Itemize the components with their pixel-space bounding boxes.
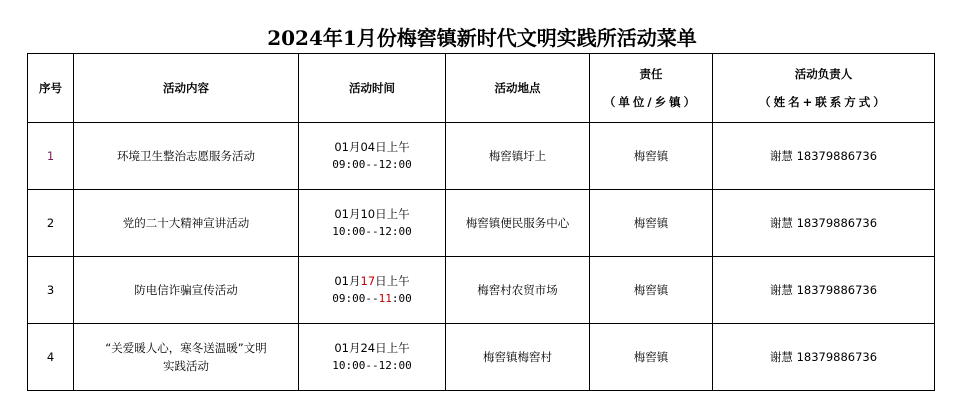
row-person: 谢慧 18379886736: [713, 257, 935, 324]
row-seq: 3: [28, 257, 74, 324]
row-seq: 2: [28, 190, 74, 257]
row-unit: 梅窖镇: [590, 190, 713, 257]
row-person: 谢慧 18379886736: [713, 324, 935, 391]
row-date: 01月04日上午: [334, 140, 410, 154]
header-time: 活动时间: [299, 54, 446, 123]
table-row: [28, 190, 935, 257]
row-hours-start: 09:00--: [332, 292, 379, 305]
row-seq: 4: [28, 324, 74, 391]
row-date-day: 17: [360, 274, 376, 288]
page-title: 2024年1月份梅窖镇新时代文明实践所活动菜单: [267, 26, 697, 50]
row-person: 谢慧 18379886736: [713, 123, 935, 190]
row-date-month: 01月: [334, 274, 361, 288]
row-content: 环境卫生整治志愿服务活动: [74, 123, 299, 190]
row-place: 梅窖村农贸市场: [446, 257, 590, 324]
header-responsibility-sub: （单位/乡镇）: [603, 95, 699, 109]
activity-table: [27, 53, 935, 391]
row-hours: [303, 290, 441, 308]
row-unit: 梅窖镇: [590, 324, 713, 391]
table-row: [28, 257, 935, 324]
row-time: [299, 257, 446, 324]
table-header-row: [28, 54, 935, 123]
row-content: 防电信诈骗宣传活动: [74, 257, 299, 324]
header-responsibility: [590, 54, 713, 123]
row-unit: 梅窖镇: [590, 123, 713, 190]
row-date: 01月10日上午: [334, 207, 410, 221]
row-time: [299, 190, 446, 257]
row-place: 梅窖镇便民服务中心: [446, 190, 590, 257]
header-person: [713, 54, 935, 123]
header-person-label: 活动负责人: [794, 67, 853, 81]
row-hours: 10:00--12:00: [332, 359, 412, 372]
row-hours-end-hour: 11: [378, 292, 392, 305]
row-time: [299, 123, 446, 190]
row-unit: 梅窖镇: [590, 257, 713, 324]
row-place: 梅窖镇梅窖村: [446, 324, 590, 391]
row-hours-end-min: :00: [391, 292, 412, 305]
row-date-period: 日上午: [375, 274, 410, 288]
row-content: 党的二十大精神宣讲活动: [74, 190, 299, 257]
header-responsibility-label: 责任: [639, 67, 663, 81]
header-content: 活动内容: [74, 54, 299, 123]
row-date: 01月24日上午: [334, 341, 410, 355]
row-time: [299, 324, 446, 391]
row-date: [303, 272, 441, 290]
header-seq: 序号: [28, 54, 74, 123]
row-seq: 1: [28, 123, 74, 190]
table-row: [28, 324, 935, 391]
row-hours: 10:00--12:00: [332, 225, 412, 238]
header-person-sub: （姓名+联系方式）: [759, 95, 888, 109]
row-content: “关爱暖人心，寒冬送温暖”文明实践活动: [74, 324, 299, 391]
row-place: 梅窖镇圩上: [446, 123, 590, 190]
header-place: 活动地点: [446, 54, 590, 123]
row-person: 谢慧 18379886736: [713, 190, 935, 257]
row-hours: 09:00--12:00: [332, 158, 412, 171]
table-row: [28, 123, 935, 190]
